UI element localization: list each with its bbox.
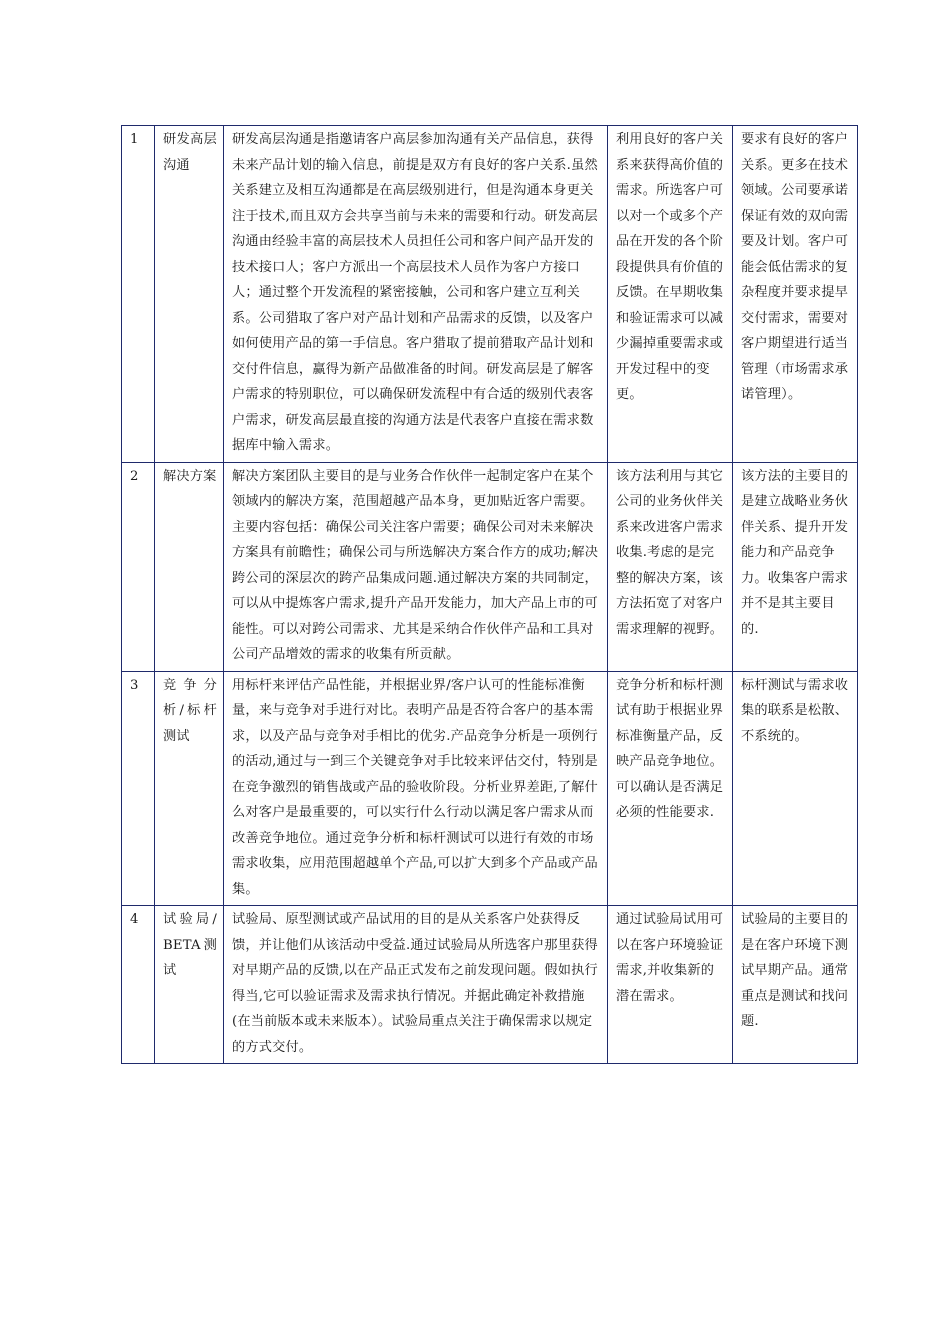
table-row [122,126,858,463]
method-description: 用标杆来评估产品性能，并根据业界/客户认可的性能标准衡量，来与竞争对手进行对比。表明产品是否符合客户的基本需求，以及产品与竞争对手相比的优劣.产品竞争分析是一项例行的活动,通过与一到三个关键竞争对手比较来评估交付，特别是在竞争激烈的销售战或产品的验收阶段。分析业界差距,了解什么对客户是最重要的，可以实行什么行动以满足客户需求从而改善竞争地位。通过竞争分析和标杆测试可以进行有效的市场需求收集，应用范围超越单个产品,可以扩大到多个产品或产品集。 [224,671,608,906]
method-description: 试验局、原型测试或产品试用的目的是从关系客户处获得反馈，并让他们从该活动中受益.通过试验局从所选客户那里获得对早期产品的反馈,以在产品正式发布之前发现问题。假如执行得当,它可以验证需求及需求执行情况。并据此确定补救措施(在当前版本或未来版本）。试验局重点关注于确保需求以规定的方式交付。 [224,906,608,1064]
table-row [122,462,858,671]
method-advantage: 竞争分析和标杆测试有助于根据业界标准衡量产品，反映产品竞争地位。可以确认是否满足必须的性能要求. [608,671,733,906]
method-name: 竞争分析/标杆测试 [155,671,224,906]
method-disadvantage: 标杆测试与需求收集的联系是松散、不系统的。 [733,671,858,906]
row-number: 4 [122,906,155,1064]
method-disadvantage: 试验局的主要目的是在客户环境下测试早期产品。通常重点是测试和找问题. [733,906,858,1064]
method-name: 研发高层沟通 [155,126,224,463]
method-advantage: 利用良好的客户关系来获得高价值的需求。所选客户可以对一个或多个产品在开发的各个阶段提供具有价值的反馈。在早期收集和验证需求可以减少漏掉重要需求或开发过程中的变更。 [608,126,733,463]
method-name: 试验局/BETA测试 [155,906,224,1064]
row-number: 2 [122,462,155,671]
row-number: 3 [122,671,155,906]
table-row [122,906,858,1064]
method-description: 解决方案团队主要目的是与业务合作伙伴一起制定客户在某个领域内的解决方案，范围超越产品本身，更加贴近客户需要。主要内容包括：确保公司关注客户需要；确保公司对未来解决方案具有前瞻性；确保公司与所选解决方案合作方的成功;解决跨公司的深层次的跨产品集成问题.通过解决方案的共同制定，可以从中提炼客户需求,提升产品开发能力，加大产品上市的可能性。可以对跨公司需求、尤其是采纳合作伙伴产品和工具对公司产品增效的需求的收集有所贡献。 [224,462,608,671]
row-number: 1 [122,126,155,463]
method-disadvantage: 要求有良好的客户关系。更多在技术领域。公司要承诺保证有效的双向需要及计划。客户可能会低估需求的复杂程度并要求提早交付需求，需要对客户期望进行适当管理（市场需求承诺管理）。 [733,126,858,463]
requirements-method-table [121,125,858,1064]
table-row [122,671,858,906]
method-description: 研发高层沟通是指邀请客户高层参加沟通有关产品信息，获得未来产品计划的输入信息，前提是双方有良好的客户关系.虽然关系建立及相互沟通都是在高层级别进行，但是沟通本身更关注于技术,而且双方会共享当前与未来的需要和行动。研发高层沟通由经验丰富的高层技术人员担任公司和客户间产品开发的技术接口人；客户方派出一个高层技术人员作为客户方接口人；通过整个开发流程的紧密接触，公司和客户建立互利关系。公司猎取了客户对产品计划和产品需求的反馈，以及客户如何使用产品的第一手信息。客户猎取了提前猎取产品计划和交付件信息，赢得为新产品做准备的时间。研发高层是了解客户需求的特别职位，可以确保研发流程中有合适的级别代表客户需求，研发高层最直接的沟通方法是代表客户直接在需求数据库中输入需求。 [224,126,608,463]
method-disadvantage: 该方法的主要目的是建立战略业务伙伴关系、提升开发能力和产品竞争力。收集客户需求并不是其主要目的. [733,462,858,671]
method-name: 解决方案 [155,462,224,671]
method-advantage: 该方法利用与其它公司的业务伙伴关系来改进客户需求收集.考虑的是完整的解决方案，该方法拓宽了对客户需求理解的视野。 [608,462,733,671]
method-advantage: 通过试验局试用可以在客户环境验证需求,并收集新的潜在需求。 [608,906,733,1064]
